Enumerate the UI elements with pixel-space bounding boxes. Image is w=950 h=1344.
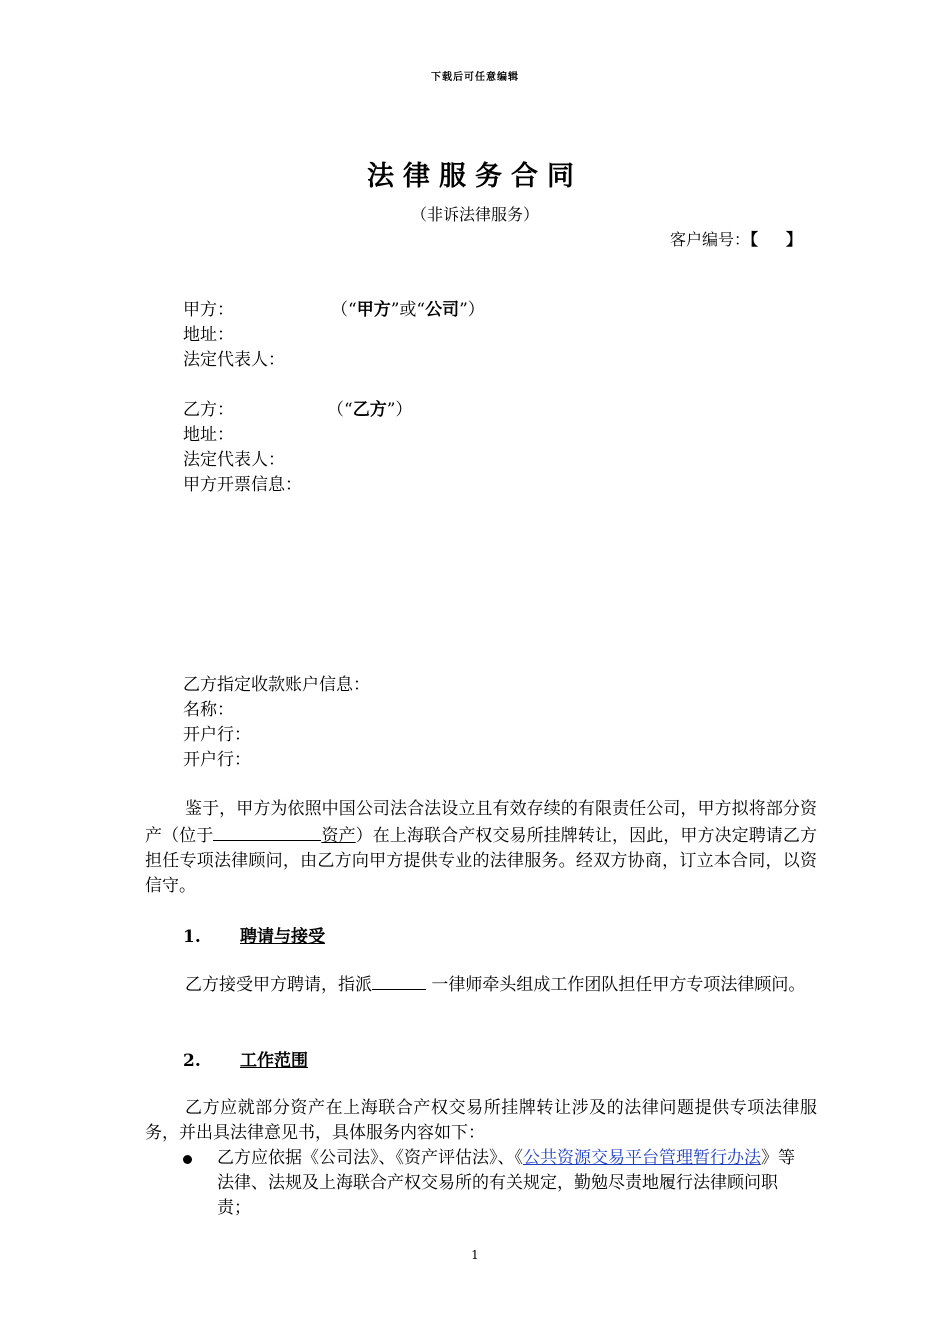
party-b-label: 乙方：: [183, 400, 234, 420]
section-2-title: 工作范围: [240, 1051, 308, 1071]
account-bank-1: 开户行：: [183, 725, 251, 745]
bullet-dot-icon: [183, 1155, 192, 1164]
section-2-text: 乙方应就部分资产在上海联合产权交易所挂牌转让涉及的法律问题提供专项法律服务，并出具法律意见书，具体服务内容如下：: [145, 1098, 817, 1143]
lawyer-name-blank: [372, 971, 426, 990]
preamble-paragraph: [145, 797, 817, 899]
party-a-alias-close: ”）: [459, 300, 485, 320]
section-1-heading: [183, 922, 325, 947]
page-header-note: 下载后可任意编辑: [431, 72, 519, 83]
customer-number-label: 客户编号：: [669, 230, 750, 249]
preamble-text-2: ）在上海联合产权交易所挂牌转让，因此，甲方决定聘请乙方担任专项法律顾问，由乙方向甲方提供专业的法律服务。经双方协商，订立本合同，以资信守。: [145, 826, 818, 896]
account-info-title: 乙方指定收款账户信息：: [183, 675, 370, 695]
bullet-text-a: 乙方应依据《公司法》、《资产评估法》、《: [217, 1148, 523, 1168]
invoice-info-label: 甲方开票信息：: [183, 475, 302, 495]
party-a-address: 地址：: [183, 325, 234, 345]
section-2-heading: [183, 1046, 308, 1071]
party-a-alias-a: 甲方: [356, 300, 391, 320]
page-number: 1: [471, 1248, 479, 1262]
section-1-text-b: 一律师牵头组成工作团队担任甲方专项法律顾问。: [426, 975, 806, 995]
party-a-alias-open: （“: [331, 300, 357, 320]
party-b-alias-open: （“: [327, 400, 353, 420]
party-b-line: [183, 398, 413, 422]
party-a-alias-mid: ”或“: [390, 300, 426, 320]
section-1-number: 1.: [183, 927, 201, 947]
customer-number-close-bracket: 】: [785, 230, 802, 249]
party-a-alias: [331, 298, 485, 322]
section-1-text-a: 乙方接受甲方聘请，指派: [185, 975, 372, 995]
preamble-text-1: 鉴于，甲方为依照中国公司法合法设立且有效存续的有限责任公司，甲方拟将部分资产（位于: [145, 799, 817, 846]
party-a-label: 甲方：: [183, 300, 234, 320]
party-a-representative: 法定代表人：: [183, 350, 285, 370]
customer-number-open-bracket: 【: [749, 230, 758, 249]
section-1-title: 聘请与接受: [240, 927, 325, 947]
section-2-paragraph: [145, 1096, 817, 1146]
account-name: 名称：: [183, 700, 234, 720]
party-b-representative: 法定代表人：: [183, 450, 285, 470]
party-b-alias-close: ”）: [386, 400, 413, 420]
party-a-alias-b: 公司: [425, 300, 460, 320]
party-b-address: 地址：: [183, 425, 234, 445]
section-2-number: 2.: [183, 1051, 201, 1071]
section-2-bullet-text: [217, 1146, 809, 1221]
party-b-alias-a: 乙方: [352, 400, 387, 420]
bullet-text-b: 》等法律、法规及上海联合产权交易所的有关规定，勤勉尽责地履行法律顾问职责；: [217, 1148, 795, 1218]
section-1-paragraph: [145, 971, 817, 998]
account-bank-2: 开户行：: [183, 750, 251, 770]
party-a-line: [183, 298, 485, 322]
party-b-alias: [327, 398, 412, 422]
document-subtitle: （非诉法律服务）: [410, 205, 539, 224]
document-title: 法律服务合同: [367, 161, 583, 192]
asset-location-blank: [213, 822, 321, 841]
customer-number: [670, 227, 802, 250]
section-2-bullet-item: [183, 1146, 809, 1221]
regulation-link[interactable]: 公共资源交易平台管理暂行办法: [523, 1148, 761, 1168]
preamble-asset-word: 资产: [321, 826, 356, 846]
